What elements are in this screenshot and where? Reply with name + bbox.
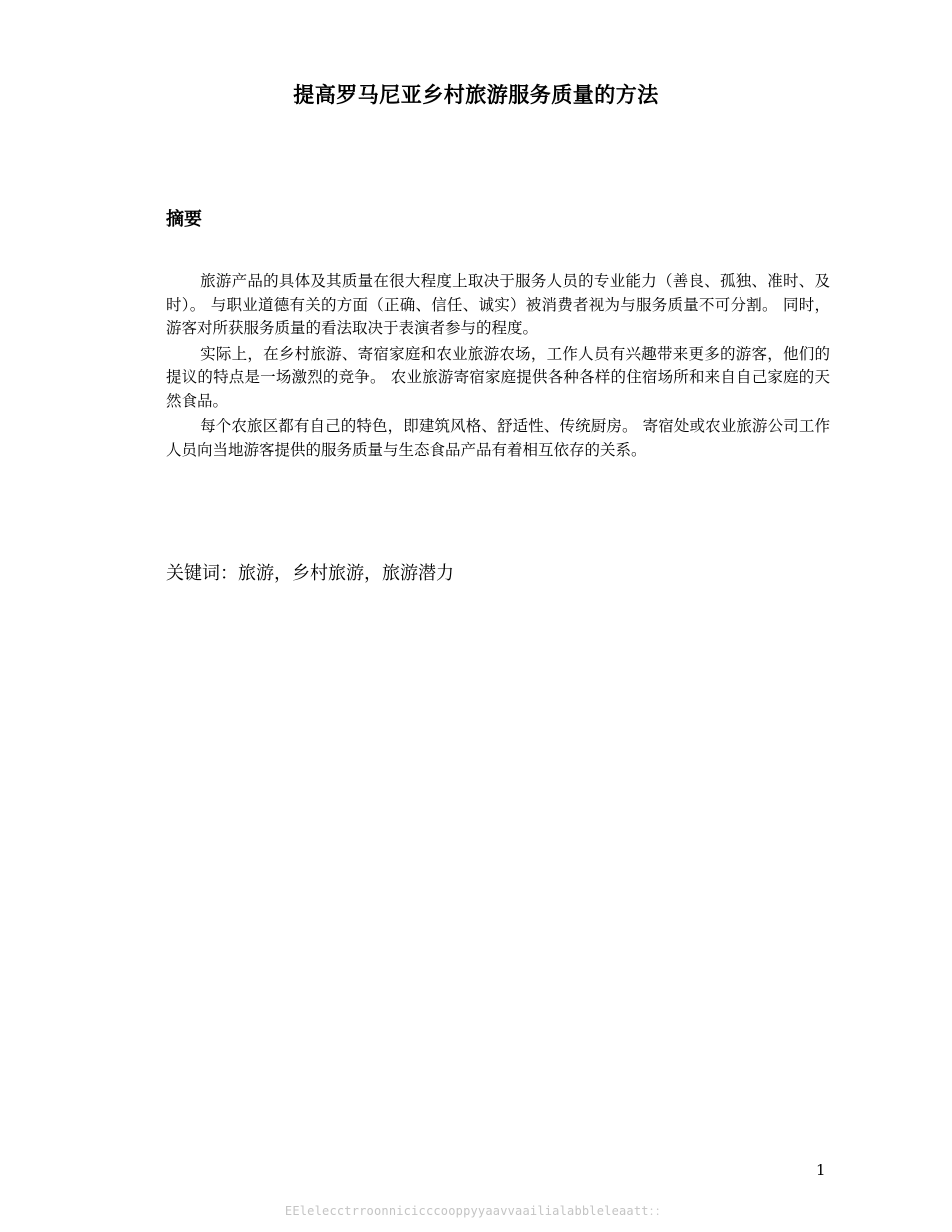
abstract-paragraph: 每个农旅区都有自己的特色，即建筑风格、舒适性、传统厨房。 寄宿处或农业旅游公司工作人员向当地游客提供的服务质量与生态食品产品有着相互依存的关系。 xyxy=(166,417,830,459)
abstract-heading: 摘要 xyxy=(166,209,202,230)
keywords-line: 关键词：旅游，乡村旅游，旅游潜力 xyxy=(166,563,454,584)
abstract-paragraph: 旅游产品的具体及其质量在很大程度上取决于服务人员的专业能力（善良、孤独、准时、及时）。 与职业道德有关的方面（正确、信任、诚实）被消费者视为与服务质量不可分割。 同时，游客对所获服务质量的看法取决于表演者参与的程度。 xyxy=(166,272,830,337)
paper-title: 提高罗马尼亚乡村旅游服务质量的方法 xyxy=(293,83,659,107)
page-number: 1 xyxy=(816,1161,826,1179)
abstract-paragraph: 实际上，在乡村旅游、寄宿家庭和农业旅游农场，工作人员有兴趣带来更多的游客，他们的提议的特点是一场激烈的竞争。 农业旅游寄宿家庭提供各种各样的住宿场所和来自自己家庭的天然食品。 xyxy=(166,344,830,410)
footer-watermark: EElelecctrroonnicicccooppyyaavvaailialabbleleaatt：： xyxy=(284,1204,668,1218)
abstract-body xyxy=(166,270,830,464)
